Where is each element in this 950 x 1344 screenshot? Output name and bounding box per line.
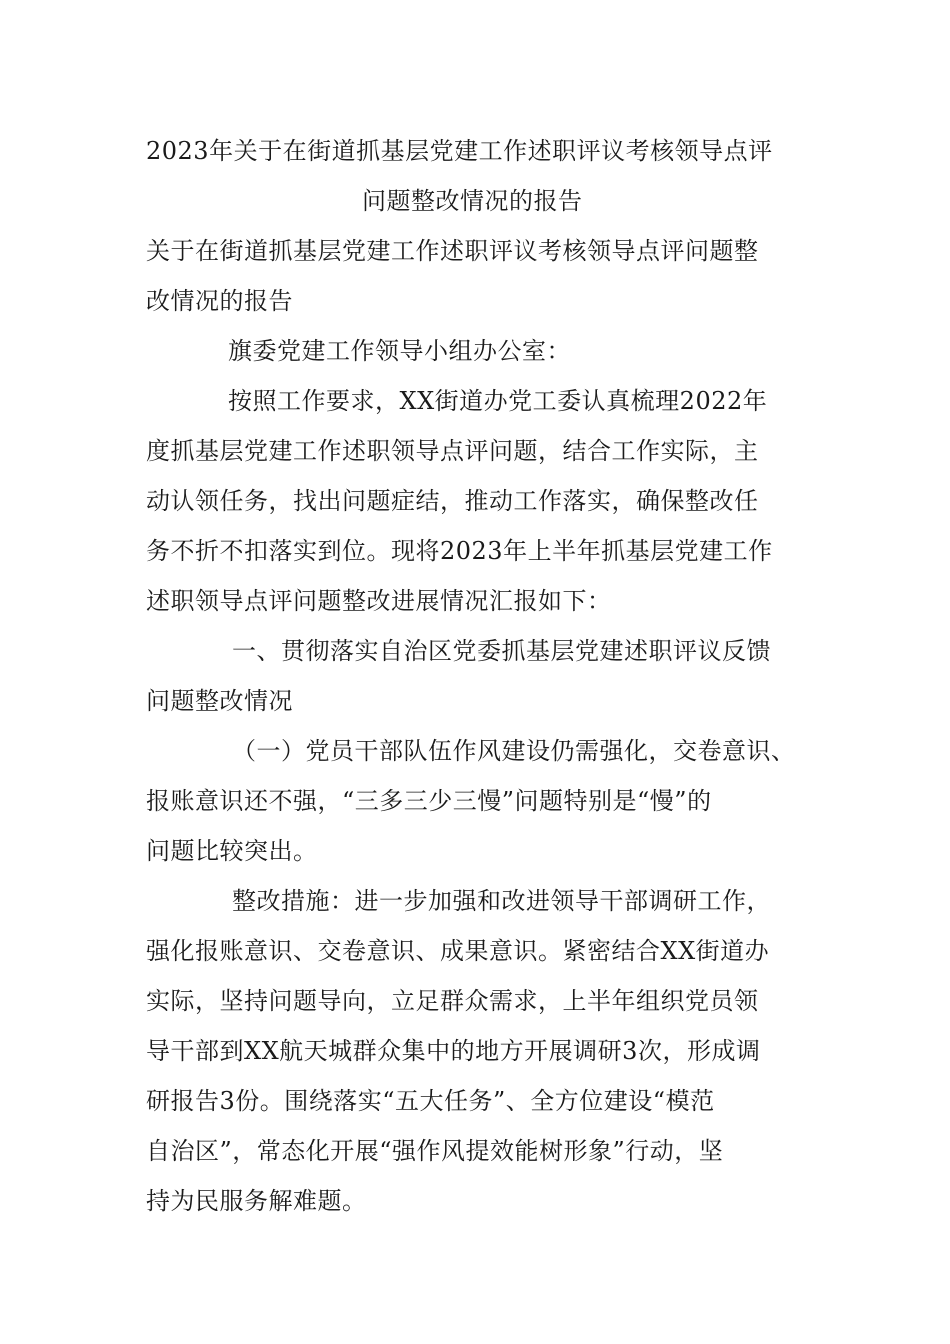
body-line: 问题比较突出。 [146, 837, 318, 865]
body-line: 持为民服务解难题。 [146, 1187, 367, 1215]
body-line: 关于在街道抓基层党建工作述职评议考核领导点评问题整 [146, 237, 759, 265]
body-line: 整改措施：进一步加强和改进领导干部调研工作， [232, 887, 771, 915]
addressee: 旗委党建工作领导小组办公室： [228, 337, 571, 365]
body-line: 报账意识还不强，“三多三少三慢”问题特别是“慢”的 [146, 787, 712, 815]
subsection-heading: （一）党员干部队伍作风建设仍需强化，交卷意识、 [232, 737, 796, 765]
body-line: 按照工作要求，XX街道办党工委认真梳理2022年 [228, 387, 768, 415]
body-line: 动认领任务，找出问题症结，推动工作落实，确保整改任 [146, 487, 759, 515]
body-line: 度抓基层党建工作述职领导点评问题，结合工作实际，主 [146, 437, 759, 465]
title-line-1: 2023年关于在街道抓基层党建工作述职评议考核领导点评 [146, 137, 773, 165]
body-line: 强化报账意识、交卷意识、成果意识。紧密结合XX街道办 [146, 937, 770, 965]
body-line: 导干部到XX航天城群众集中的地方开展调研3次，形成调 [146, 1037, 761, 1065]
body-line: 研报告3份。围绕落实“五大任务”、全方位建设“模范 [146, 1087, 715, 1115]
section-heading: 问题整改情况 [146, 687, 293, 715]
body-line: 务不折不扣落实到位。现将2023年上半年抓基层党建工作 [146, 537, 773, 565]
body-line: 自治区”，常态化开展“强作风提效能树形象”行动，坚 [146, 1137, 724, 1165]
body-line: 改情况的报告 [146, 287, 293, 315]
body-line: 述职领导点评问题整改进展情况汇报如下： [146, 587, 612, 615]
title-line-2: 问题整改情况的报告 [362, 187, 583, 215]
body-line: 实际，坚持问题导向，立足群众需求，上半年组织党员领 [146, 987, 759, 1015]
section-heading: 一、贯彻落实自治区党委抓基层党建述职评议反馈 [232, 637, 771, 665]
